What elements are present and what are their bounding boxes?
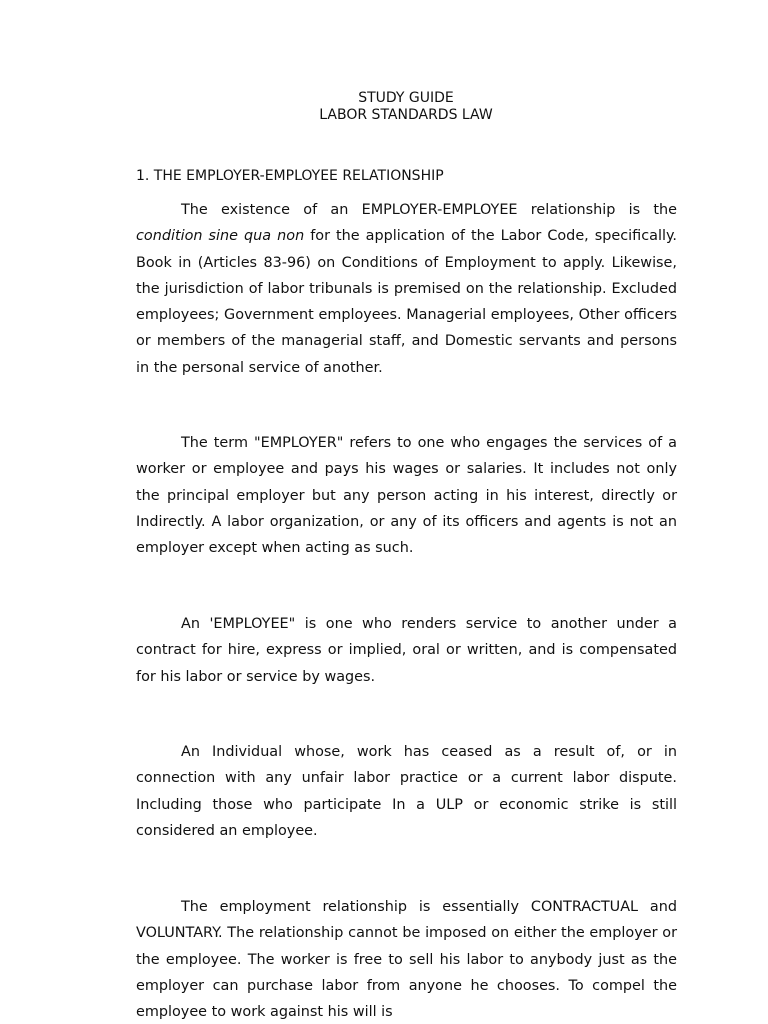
document-title — [0, 90, 768, 124]
title-line-subject: LABOR STANDARDS LAW — [319, 107, 493, 123]
section-heading: 1. THE EMPLOYER-EMPLOYEE RELATIONSHIP — [136, 168, 444, 184]
paragraph-relationship-italic-term: condition sine qua non — [136, 228, 305, 245]
paragraph-ulp-employee: An Individual whose, work has ceased as a result of, or in connection with any unfair labor practice or a current labor dispute. Including those who participate In a ULP or economic strike is still considered an employee. — [136, 744, 677, 839]
paragraph-relationship-text-start: The existence of an EMPLOYER-EMPLOYEE relationship is the — [181, 202, 677, 218]
paragraph-employer-definition: The term "EMPLOYER" refers to one who engages the services of a worker or employee and pays his wages or salaries. It includes not only the principal employer but any person acting in his interest, directly or Indirectly. A labor organization, or any of its officers and agents is not an employer except when acting as such. — [136, 435, 677, 557]
paragraph-relationship-text-end: for the application of the Labor Code, specifically. Book in (Articles 83-96) on Conditions of Employment to apply. Likewise, the jurisdiction of labor tribunals is premised on the relationship. Excluded employees; Government employees. Managerial employees, Other officers or members of the managerial staff, and Domestic servants and persons in the personal service of another. — [136, 228, 677, 376]
paragraph-relationship — [136, 197, 677, 381]
paragraph-employee-definition: An 'EMPLOYEE" is one who renders service to another under a contract for hire, express or implied, oral or written, and is compensated for his labor or service by wages. — [136, 616, 677, 685]
paragraph-contractual: The employment relationship is essentially CONTRACTUAL and VOLUNTARY. The relationship cannot be imposed on either the employer or the employee. The worker is free to sell his labor to anybody just as the employer can purchase labor from anyone he chooses. To compel the employee to work against his will is — [136, 899, 677, 1021]
title-line-study-guide: STUDY GUIDE — [358, 90, 454, 106]
